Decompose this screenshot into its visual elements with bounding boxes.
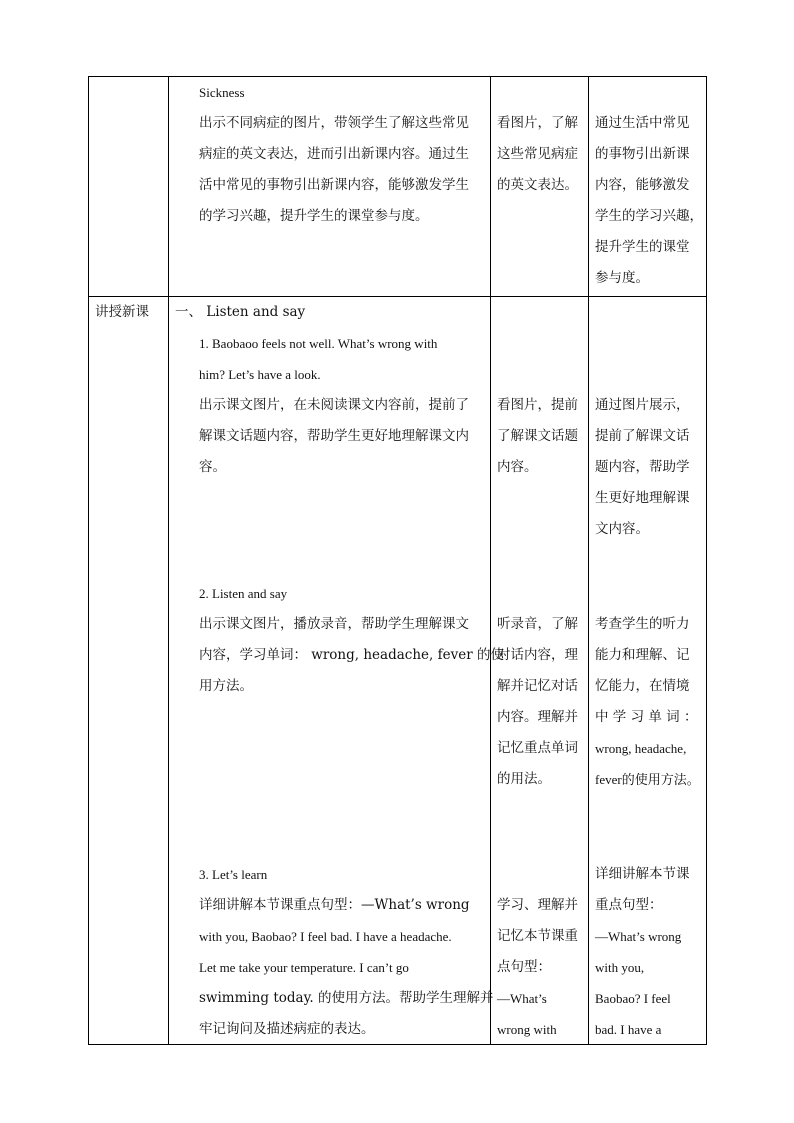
teacher-text-line: him? Let’s have a look. [199, 367, 321, 382]
teacher-activity-cell [169, 297, 504, 1045]
purpose-text-line: 提升学生的课堂 [595, 239, 690, 255]
teacher-text-line: with you, Baobao? I feel bad. I have a headache. [199, 929, 452, 944]
teacher-text-line: 病症的英文表达，进而引出新课内容。通过生 [199, 146, 469, 162]
student-text-line: 内容。理解并 [497, 709, 578, 725]
purpose-text-line: bad. I have a [595, 1022, 662, 1037]
table-row [89, 297, 707, 1045]
purpose-text-line: 文内容。 [595, 521, 649, 537]
teacher-text-line: swimming today. 的使用方法。帮助学生理解并 [199, 990, 494, 1006]
purpose-text-line: 的事物引出新课 [595, 146, 690, 162]
student-text-line: 解并记忆对话 [497, 678, 578, 694]
purpose-text-line: 重点句型： [595, 897, 663, 913]
purpose-text-line: 参与度。 [595, 270, 649, 286]
purpose-text-line: 内容，能够激发 [595, 177, 690, 193]
teacher-text-line: 出示课文图片，在未阅读课文内容前，提前了 [199, 397, 469, 413]
student-text-line: 看图片，提前 [497, 397, 578, 413]
teacher-text-line: 活中常见的事物引出新课内容，能够激发学生 [199, 177, 469, 193]
student-text-line: 学习、理解并 [497, 897, 578, 913]
stage-label: 讲授新课 [95, 304, 149, 320]
student-text-line: 这些常见病症 [497, 146, 578, 162]
teacher-text-line: 用方法。 [199, 678, 253, 694]
student-text-line: 听录音，了解 [497, 616, 578, 632]
student-text-line: 记忆重点单词 [497, 740, 578, 756]
teacher-text-line: 解课文话题内容，帮助学生更好地理解课文内 [199, 428, 469, 444]
teacher-text-line: 内容，学习单词： wrong, headache, fever 的使 [199, 647, 504, 663]
student-activity-cell [491, 297, 589, 1045]
purpose-text-line: —What’s wrong [595, 929, 682, 944]
purpose-text-line: 考查学生的听力 [595, 616, 690, 632]
teacher-text-line: 的学习兴趣，提升学生的课堂参与度。 [199, 208, 429, 224]
student-text-line: 看图片，了解 [497, 115, 578, 131]
purpose-text-line: 生更好地理解课 [595, 490, 690, 506]
stage-cell [89, 77, 169, 297]
design-purpose-cell [589, 77, 707, 297]
purpose-text-line: 中 学 习 单 词 ： [595, 709, 698, 725]
teacher-text-line: 牢记询问及描述病症的表达。 [199, 1021, 375, 1037]
section-heading: 一、 Listen and say [175, 304, 306, 320]
student-text-line: 的英文表达。 [497, 177, 578, 193]
teacher-text-line: 3. Let’s learn [199, 867, 268, 882]
teacher-text-line: 1. Baobaoo feels not well. What’s wrong with [199, 336, 438, 351]
teacher-text-line: 出示课文图片，播放录音，帮助学生理解课文 [199, 616, 469, 632]
purpose-text-line: 提前了解课文话 [595, 428, 690, 444]
student-text-line: 对话内容，理 [497, 647, 578, 663]
purpose-text-line: Baobao? I feel [595, 991, 671, 1006]
purpose-text-line: fever的使用方法。 [595, 772, 700, 787]
student-text-line: 记忆本节课重 [497, 928, 578, 944]
design-purpose-cell [589, 297, 707, 1045]
teacher-text-line: 容。 [199, 459, 226, 475]
student-text-line: 点句型： [497, 959, 551, 975]
teacher-text-line: 详细讲解本节课重点句型：—What’s wrong [199, 897, 470, 913]
purpose-text-line: 能力和理解、记 [595, 647, 690, 663]
student-text-line: 内容。 [497, 459, 538, 475]
student-text-line: wrong with [497, 1022, 557, 1037]
teacher-text-line: 2. Listen and say [199, 586, 288, 601]
purpose-text-line: 通过生活中常见 [595, 115, 690, 131]
purpose-text-line: 详细讲解本节课 [595, 866, 690, 882]
purpose-text-line: wrong, headache, [595, 741, 687, 756]
student-activity-cell [491, 77, 589, 297]
purpose-text-line: 学生的学习兴趣， [595, 208, 703, 224]
purpose-text-line: 通过图片展示， [595, 397, 690, 413]
student-text-line: 的用法。 [497, 771, 551, 787]
purpose-text-line: 题内容，帮助学 [595, 459, 690, 475]
lesson-plan-table [88, 76, 707, 1045]
teacher-text-line: Let me take your temperature. I can’t go [199, 960, 409, 975]
student-text-line: 了解课文话题 [497, 428, 578, 444]
purpose-text-line: 忆能力，在情境 [595, 678, 690, 694]
table-row [89, 77, 707, 297]
purpose-text-line: with you, [595, 960, 645, 975]
teacher-text-line: 出示不同病症的图片，带领学生了解这些常见 [199, 115, 469, 131]
topic-label: Sickness [199, 85, 245, 100]
stage-cell [89, 297, 169, 1045]
student-text-line: —What’s [497, 991, 547, 1006]
teacher-activity-cell [169, 77, 491, 297]
